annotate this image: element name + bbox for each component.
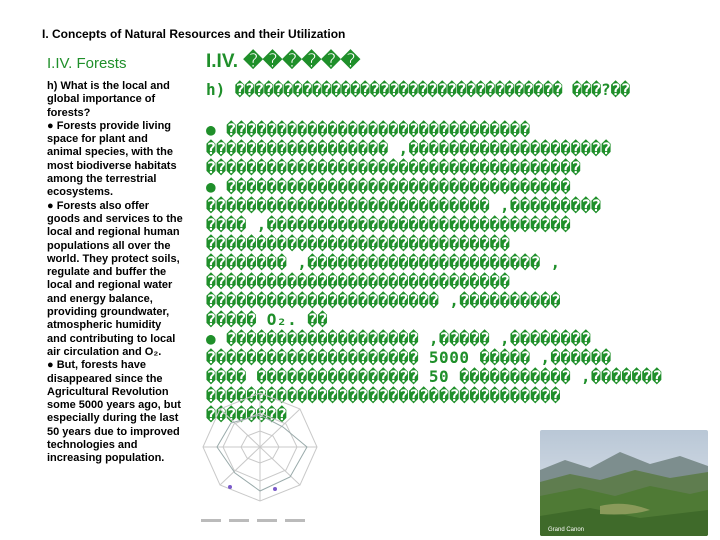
translated-line: ● ������������������������������ xyxy=(206,120,531,139)
photo-credit: Grand Canon xyxy=(548,527,585,533)
bullet-services: ● Forests also offer goods and services to the local and regional human populations all over the world. They protect soils, regulate and buffer the local and regional water and energy balance, providing groundwater, atmospheric humidity and contributing to local air circulation and O₂. xyxy=(47,199,183,358)
translated-line: ��������������������� 5000 ����� ,������ xyxy=(206,348,612,367)
right-section-title: I.IV. ������ xyxy=(206,51,361,72)
bullet-biodiversity: ● Forests provide living space for plant and animal species, with the most biodiverse habitats among the terrestrial ecosystems. xyxy=(47,119,177,199)
landscape-image xyxy=(540,430,708,536)
translated-line: ● ������������������� ,����� ,�������� xyxy=(206,329,592,348)
english-text-column xyxy=(47,80,183,466)
translated-line: ����������������������������������� xyxy=(206,386,561,405)
landscape-photo xyxy=(540,430,708,536)
translated-line: ������������������������������ xyxy=(206,234,510,253)
translated-line: ������������������ ,�������������������� xyxy=(206,139,612,158)
left-section-title: I.IV. Forests xyxy=(47,55,127,72)
translated-line: �������� ,����������������������� , xyxy=(206,253,561,272)
translated-line: ������������������������������������� xyxy=(206,158,581,177)
slide-header: I. Concepts of Natural Resources and their Utilization xyxy=(42,27,346,41)
bullet-deforestation: ● But, forests have disappeared since the Agricultural Revolution some 5000 years ago, but especially during the last 50 years due to improved technologies and increasing population. xyxy=(47,359,181,465)
translated-line: ���� ���������������� 50 ����������� ,������� xyxy=(206,367,662,386)
translated-line: ���������������������������� ,��������� xyxy=(206,196,602,215)
translated-line: �������� xyxy=(206,405,288,424)
translated-line: ����� O₂. �� xyxy=(206,310,328,329)
translated-line: ������������������������������ xyxy=(206,272,510,291)
translated-line: ����������������������� ,���������� xyxy=(206,291,561,310)
translated-line: ���� ,������������������������������ xyxy=(206,215,571,234)
translated-question: h) ���������������������������������� ���?�� xyxy=(206,80,630,99)
translated-line: ● ���������������������������������� xyxy=(206,177,571,196)
question-text: h) What is the local and global importance of forests? xyxy=(47,80,170,119)
radar-diagram xyxy=(195,385,325,533)
